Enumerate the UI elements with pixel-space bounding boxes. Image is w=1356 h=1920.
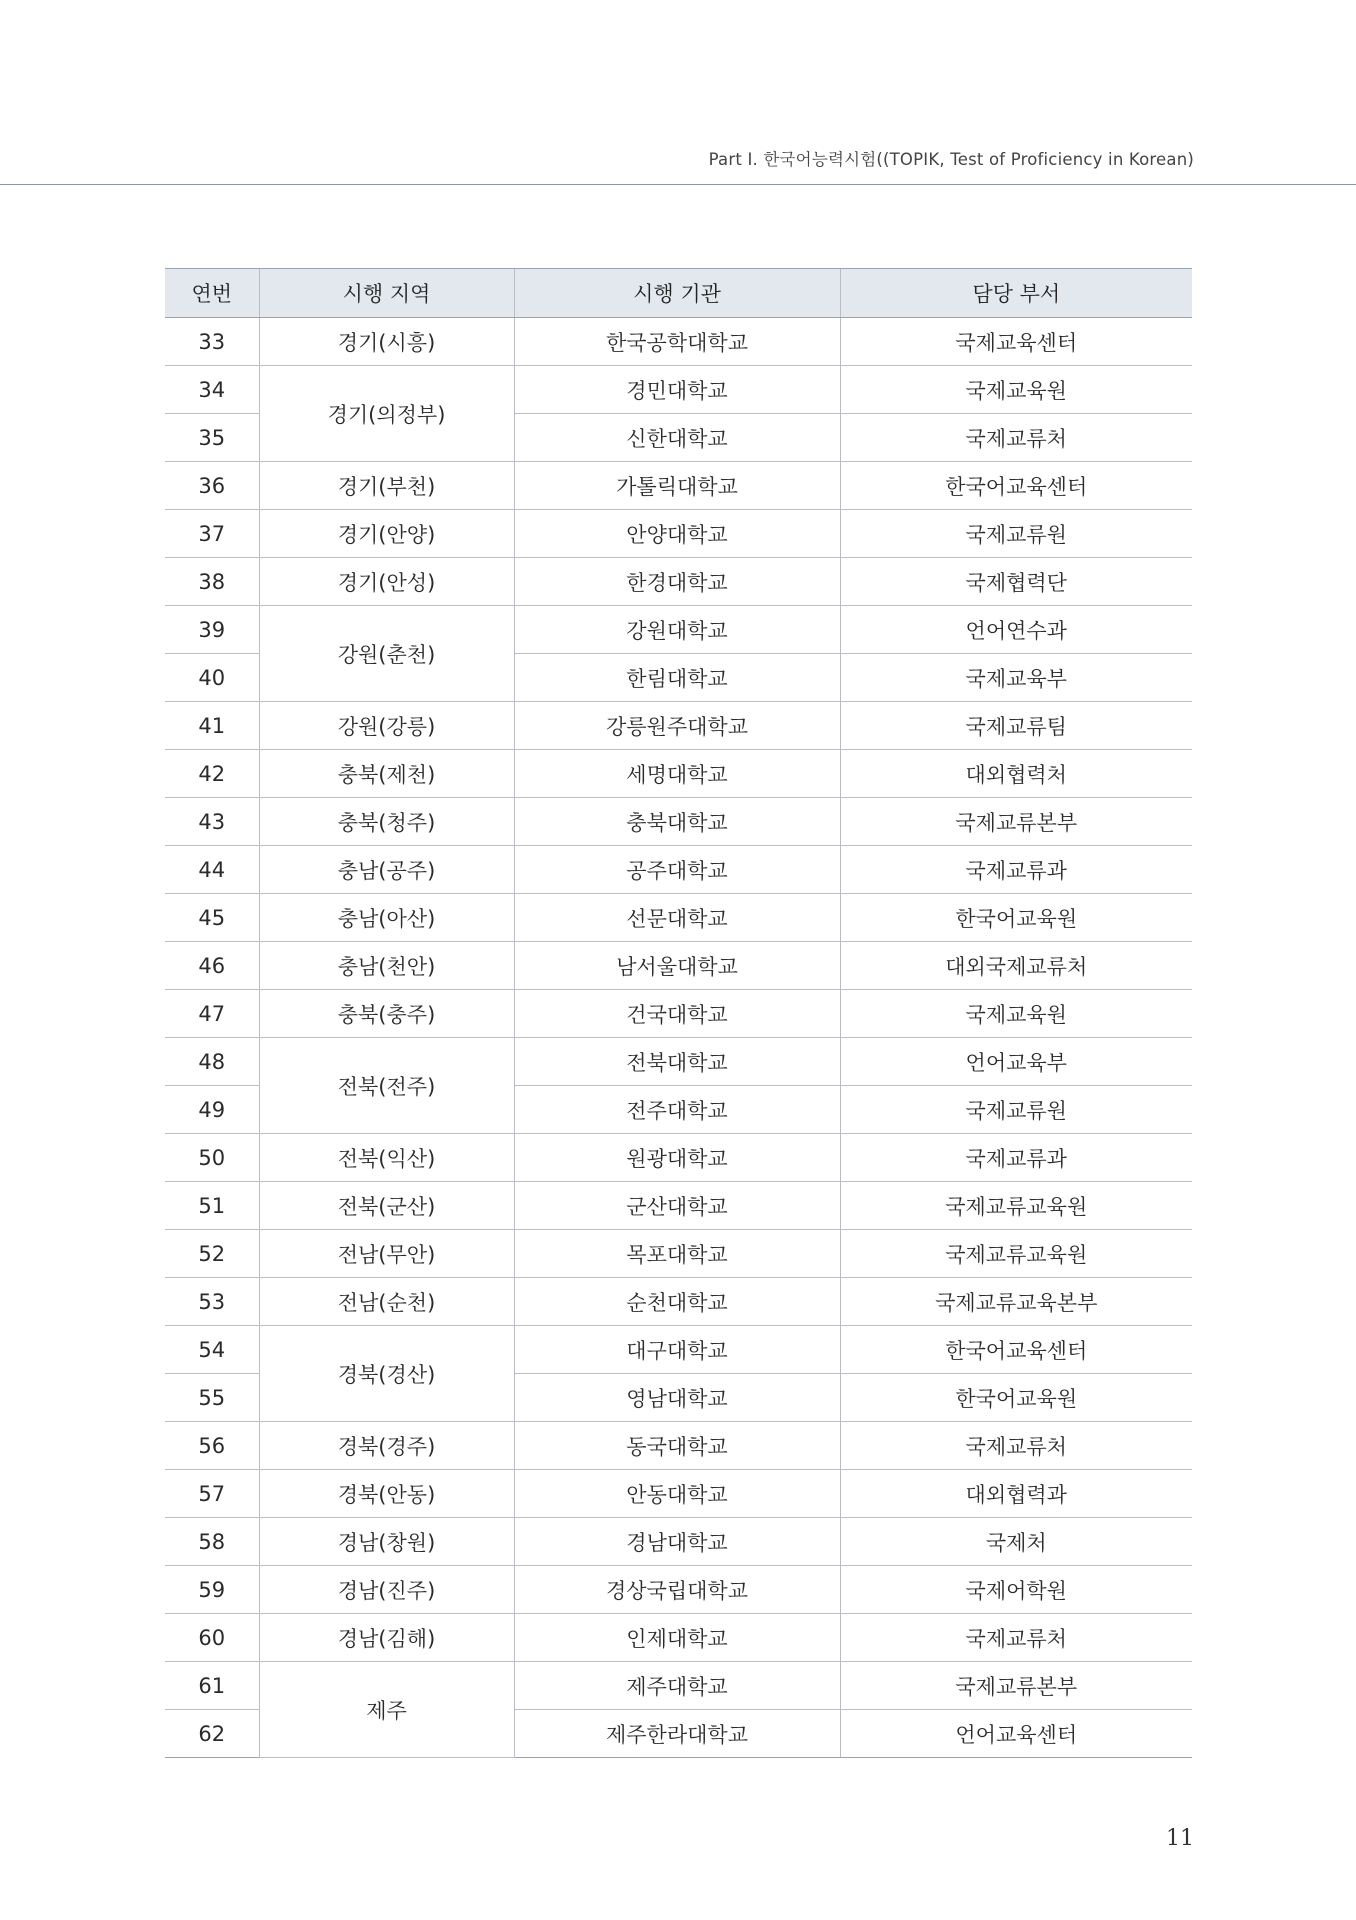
cell-region: 경북(경주) [259,1422,514,1470]
cell-department: 국제협력단 [840,558,1192,606]
cell-number: 42 [165,750,259,798]
cell-number: 54 [165,1326,259,1374]
table-row [165,366,1192,414]
cell-department: 언어교육센터 [840,1710,1192,1758]
cell-department: 대외협력처 [840,750,1192,798]
cell-institution: 가톨릭대학교 [514,462,840,510]
cell-number: 51 [165,1182,259,1230]
table-row [165,1566,1192,1614]
cell-number: 48 [165,1038,259,1086]
column-header-department: 담당 부서 [840,269,1192,318]
table-row [165,846,1192,894]
cell-institution: 영남대학교 [514,1374,840,1422]
cell-institution: 세명대학교 [514,750,840,798]
cell-institution: 대구대학교 [514,1326,840,1374]
cell-department: 한국어교육센터 [840,1326,1192,1374]
table-row [165,1470,1192,1518]
cell-region: 경기(안성) [259,558,514,606]
cell-number: 37 [165,510,259,558]
table-row [165,990,1192,1038]
cell-institution: 충북대학교 [514,798,840,846]
table-header-row [165,269,1192,318]
cell-institution: 경남대학교 [514,1518,840,1566]
cell-number: 40 [165,654,259,702]
cell-number: 57 [165,1470,259,1518]
cell-number: 41 [165,702,259,750]
cell-department: 국제교류과 [840,1134,1192,1182]
cell-department: 국제교류교육원 [840,1182,1192,1230]
cell-institution: 안양대학교 [514,510,840,558]
cell-region: 제주 [259,1662,514,1758]
table-row [165,606,1192,654]
cell-department: 국제교육원 [840,990,1192,1038]
cell-region: 전북(익산) [259,1134,514,1182]
cell-department: 국제교육센터 [840,318,1192,366]
cell-region: 강원(강릉) [259,702,514,750]
cell-region: 경기(의정부) [259,366,514,462]
cell-region: 전북(군산) [259,1182,514,1230]
cell-institution: 강릉원주대학교 [514,702,840,750]
cell-department: 국제교류처 [840,1614,1192,1662]
table-row [165,1134,1192,1182]
cell-institution: 원광대학교 [514,1134,840,1182]
cell-number: 36 [165,462,259,510]
cell-region: 충남(아산) [259,894,514,942]
cell-department: 국제교류처 [840,1422,1192,1470]
cell-institution: 선문대학교 [514,894,840,942]
cell-number: 62 [165,1710,259,1758]
cell-department: 국제처 [840,1518,1192,1566]
cell-number: 52 [165,1230,259,1278]
table-row [165,798,1192,846]
cell-region: 충북(청주) [259,798,514,846]
cell-institution: 안동대학교 [514,1470,840,1518]
cell-institution: 전북대학교 [514,1038,840,1086]
cell-number: 34 [165,366,259,414]
cell-number: 47 [165,990,259,1038]
cell-institution: 제주대학교 [514,1662,840,1710]
cell-number: 59 [165,1566,259,1614]
cell-institution: 신한대학교 [514,414,840,462]
cell-number: 45 [165,894,259,942]
test-sites-table [165,268,1192,1758]
cell-department: 한국어교육센터 [840,462,1192,510]
cell-region: 경남(진주) [259,1566,514,1614]
table-row [165,1038,1192,1086]
cell-number: 56 [165,1422,259,1470]
cell-number: 58 [165,1518,259,1566]
cell-department: 대외협력과 [840,1470,1192,1518]
cell-institution: 제주한라대학교 [514,1710,840,1758]
table-row [165,558,1192,606]
cell-number: 49 [165,1086,259,1134]
cell-department: 국제교류처 [840,414,1192,462]
cell-institution: 동국대학교 [514,1422,840,1470]
cell-region: 충남(천안) [259,942,514,990]
running-header: Part Ⅰ. 한국어능력시험((TOPIK, Test of Proficiency in Korean) [708,150,1194,169]
cell-region: 경남(창원) [259,1518,514,1566]
cell-region: 강원(춘천) [259,606,514,702]
cell-institution: 전주대학교 [514,1086,840,1134]
header-divider [0,184,1356,185]
cell-institution: 목포대학교 [514,1230,840,1278]
cell-department: 국제교육부 [840,654,1192,702]
cell-region: 충남(공주) [259,846,514,894]
table-row [165,1230,1192,1278]
cell-department: 한국어교육원 [840,894,1192,942]
table-row [165,462,1192,510]
cell-department: 국제교류본부 [840,1662,1192,1710]
cell-number: 39 [165,606,259,654]
table-row [165,510,1192,558]
test-sites-table-container [165,268,1192,1758]
cell-number: 43 [165,798,259,846]
cell-number: 38 [165,558,259,606]
table-row [165,1422,1192,1470]
table-row [165,702,1192,750]
cell-region: 경북(안동) [259,1470,514,1518]
cell-institution: 군산대학교 [514,1182,840,1230]
cell-region: 전남(무안) [259,1230,514,1278]
cell-number: 61 [165,1662,259,1710]
table-row [165,942,1192,990]
cell-institution: 인제대학교 [514,1614,840,1662]
cell-department: 국제교류원 [840,1086,1192,1134]
table-row [165,1614,1192,1662]
table-row [165,1278,1192,1326]
table-row [165,1662,1192,1710]
cell-department: 국제교류교육원 [840,1230,1192,1278]
column-header-region: 시행 지역 [259,269,514,318]
cell-number: 50 [165,1134,259,1182]
cell-region: 전북(전주) [259,1038,514,1134]
cell-number: 55 [165,1374,259,1422]
cell-department: 한국어교육원 [840,1374,1192,1422]
cell-department: 국제교육원 [840,366,1192,414]
cell-institution: 공주대학교 [514,846,840,894]
cell-number: 53 [165,1278,259,1326]
cell-institution: 순천대학교 [514,1278,840,1326]
cell-department: 국제교류팀 [840,702,1192,750]
table-row [165,318,1192,366]
cell-department: 국제교류과 [840,846,1192,894]
cell-number: 33 [165,318,259,366]
table-row [165,1182,1192,1230]
cell-region: 경남(김해) [259,1614,514,1662]
cell-region: 충북(제천) [259,750,514,798]
table-body [165,318,1192,1758]
cell-number: 35 [165,414,259,462]
column-header-institution: 시행 기관 [514,269,840,318]
cell-institution: 건국대학교 [514,990,840,1038]
cell-institution: 한경대학교 [514,558,840,606]
table-row [165,1326,1192,1374]
cell-department: 국제교류교육본부 [840,1278,1192,1326]
cell-region: 경북(경산) [259,1326,514,1422]
cell-institution: 경상국립대학교 [514,1566,840,1614]
cell-number: 44 [165,846,259,894]
cell-department: 국제교류원 [840,510,1192,558]
cell-institution: 강원대학교 [514,606,840,654]
cell-institution: 한림대학교 [514,654,840,702]
cell-department: 대외국제교류처 [840,942,1192,990]
cell-region: 경기(부천) [259,462,514,510]
cell-institution: 한국공학대학교 [514,318,840,366]
cell-number: 60 [165,1614,259,1662]
cell-region: 경기(시흥) [259,318,514,366]
table-row [165,894,1192,942]
page-number: 11 [1166,1826,1194,1851]
cell-number: 46 [165,942,259,990]
column-header-number: 연번 [165,269,259,318]
table-row [165,1518,1192,1566]
table-row [165,750,1192,798]
cell-department: 언어교육부 [840,1038,1192,1086]
cell-region: 경기(안양) [259,510,514,558]
cell-department: 국제어학원 [840,1566,1192,1614]
cell-department: 언어연수과 [840,606,1192,654]
cell-department: 국제교류본부 [840,798,1192,846]
cell-region: 충북(충주) [259,990,514,1038]
cell-region: 전남(순천) [259,1278,514,1326]
cell-institution: 남서울대학교 [514,942,840,990]
cell-institution: 경민대학교 [514,366,840,414]
